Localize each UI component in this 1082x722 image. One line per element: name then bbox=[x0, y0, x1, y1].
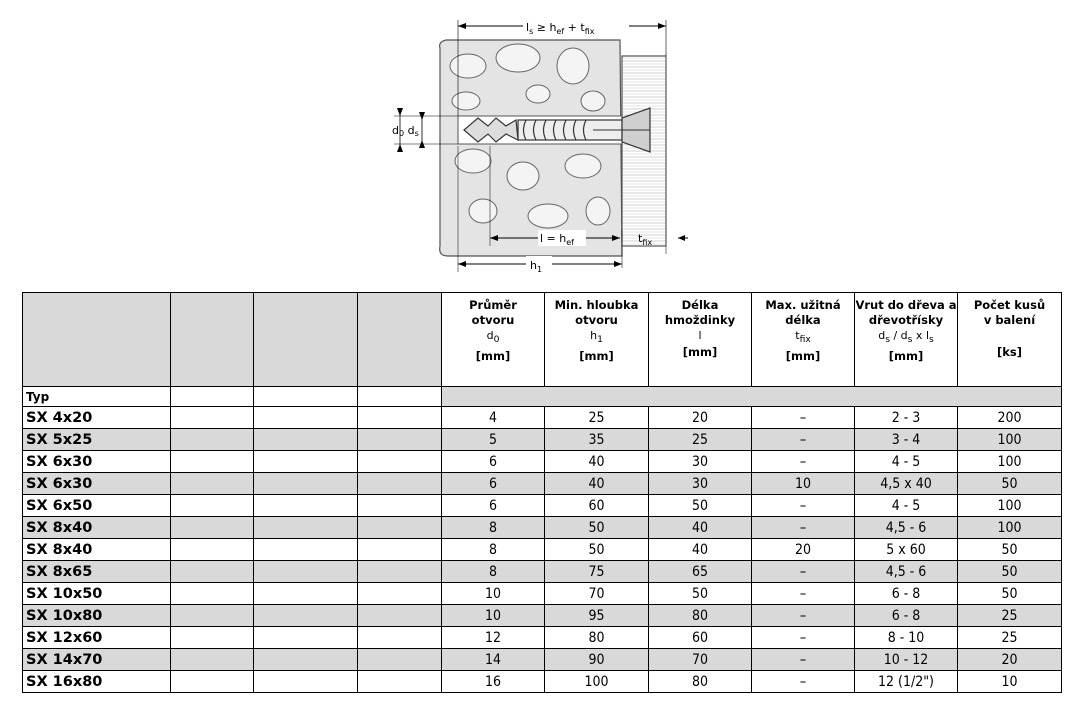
cell-h1: 50 bbox=[545, 517, 649, 539]
blank-cell bbox=[358, 627, 442, 649]
blank-cell bbox=[254, 451, 358, 473]
cell-h1: 60 bbox=[545, 495, 649, 517]
cell-screw: 4 - 5 bbox=[855, 495, 958, 517]
blank-cell bbox=[171, 407, 254, 429]
blank-cell bbox=[254, 539, 358, 561]
cell-tfix: – bbox=[752, 451, 855, 473]
product-type: SX 10x80 bbox=[23, 605, 171, 627]
blank-cell bbox=[254, 605, 358, 627]
table-row bbox=[23, 671, 1062, 693]
cell-d0: 5 bbox=[442, 429, 545, 451]
cell-h1: 35 bbox=[545, 429, 649, 451]
cell-pcs: 25 bbox=[958, 627, 1062, 649]
fixture-wood bbox=[622, 56, 666, 246]
blank-cell bbox=[254, 473, 358, 495]
table-row bbox=[23, 627, 1062, 649]
header-title-line: hmoždinky bbox=[664, 313, 736, 327]
blank-cell bbox=[254, 627, 358, 649]
cell-l: 80 bbox=[649, 671, 752, 693]
cell-screw: 10 - 12 bbox=[855, 649, 958, 671]
blank-cell bbox=[171, 583, 254, 605]
table-row bbox=[23, 517, 1062, 539]
cell-screw: 4,5 - 6 bbox=[855, 561, 958, 583]
header-title-line: Průměr bbox=[469, 298, 517, 312]
cell-tfix: – bbox=[752, 671, 855, 693]
blank-cell bbox=[358, 473, 442, 495]
cell-pcs: 20 bbox=[958, 649, 1062, 671]
blank-cell bbox=[171, 671, 254, 693]
header-pieces-per-pack bbox=[958, 293, 1062, 387]
blank-cell bbox=[171, 649, 254, 671]
cell-screw: 6 - 8 bbox=[855, 605, 958, 627]
cell-screw: 3 - 4 bbox=[855, 429, 958, 451]
cell-l: 20 bbox=[649, 407, 752, 429]
product-type: SX 16x80 bbox=[23, 671, 171, 693]
header-blank-cell bbox=[254, 293, 358, 387]
header-title-line: Délka bbox=[681, 298, 719, 312]
blank-cell bbox=[171, 627, 254, 649]
cell-pcs: 200 bbox=[958, 407, 1062, 429]
product-type: SX 8x65 bbox=[23, 561, 171, 583]
cell-pcs: 25 bbox=[958, 605, 1062, 627]
cell-l: 30 bbox=[649, 473, 752, 495]
product-type: SX 6x50 bbox=[23, 495, 171, 517]
cell-h1: 90 bbox=[545, 649, 649, 671]
blank-cell bbox=[171, 539, 254, 561]
blank-cell bbox=[254, 561, 358, 583]
label-h1: $h_1$ bbox=[530, 259, 543, 274]
blank-cell bbox=[358, 539, 442, 561]
cell-tfix: – bbox=[752, 583, 855, 605]
anchor-installation-diagram bbox=[388, 6, 708, 278]
cell-screw: 4,5 - 6 bbox=[855, 517, 958, 539]
cell-tfix: 20 bbox=[752, 539, 855, 561]
cell-tfix: – bbox=[752, 561, 855, 583]
cell-l: 40 bbox=[649, 539, 752, 561]
cell-pcs: 50 bbox=[958, 561, 1062, 583]
cell-h1: 50 bbox=[545, 539, 649, 561]
blank-cell bbox=[254, 429, 358, 451]
blank-cell bbox=[358, 495, 442, 517]
cell-h1: 40 bbox=[545, 473, 649, 495]
blank-cell bbox=[358, 649, 442, 671]
cell-d0: 16 bbox=[442, 671, 545, 693]
blank-cell bbox=[171, 473, 254, 495]
product-type: SX 8x40 bbox=[23, 517, 171, 539]
cell-d0: 14 bbox=[442, 649, 545, 671]
header-unit: [ks] bbox=[996, 345, 1022, 359]
blank-cell bbox=[358, 407, 442, 429]
cell-screw: 4 - 5 bbox=[855, 451, 958, 473]
product-type: SX 10x50 bbox=[23, 583, 171, 605]
type-blank-cell bbox=[171, 387, 254, 407]
header-unit: [mm] bbox=[785, 349, 821, 364]
header-unit: [mm] bbox=[682, 345, 718, 359]
cell-d0: 4 bbox=[442, 407, 545, 429]
cell-l: 60 bbox=[649, 627, 752, 649]
product-type: SX 6x30 bbox=[23, 473, 171, 495]
table-row bbox=[23, 539, 1062, 561]
type-blank-cell bbox=[358, 387, 442, 407]
blank-cell bbox=[254, 583, 358, 605]
table-row bbox=[23, 473, 1062, 495]
blank-cell bbox=[171, 561, 254, 583]
cell-l: 50 bbox=[649, 583, 752, 605]
cell-tfix: – bbox=[752, 517, 855, 539]
cell-screw: 12 (1/2") bbox=[855, 671, 958, 693]
cell-l: 25 bbox=[649, 429, 752, 451]
cell-h1: 75 bbox=[545, 561, 649, 583]
header-title-line: Min. hloubka bbox=[554, 298, 639, 312]
blank-cell bbox=[254, 517, 358, 539]
blank-cell bbox=[358, 583, 442, 605]
header-row bbox=[23, 293, 1062, 387]
cell-d0: 6 bbox=[442, 451, 545, 473]
header-unit: [mm] bbox=[579, 349, 614, 364]
header-symbol bbox=[958, 328, 1061, 343]
product-type: SX 5x25 bbox=[23, 429, 171, 451]
blank-cell bbox=[358, 605, 442, 627]
header-hole-diameter bbox=[442, 293, 545, 387]
cell-d0: 8 bbox=[442, 539, 545, 561]
cell-tfix: – bbox=[752, 495, 855, 517]
blank-cell bbox=[171, 517, 254, 539]
table-row bbox=[23, 495, 1062, 517]
cell-h1: 70 bbox=[545, 583, 649, 605]
cell-pcs: 100 bbox=[958, 429, 1062, 451]
cell-d0: 12 bbox=[442, 627, 545, 649]
header-title-line: otvoru bbox=[575, 313, 618, 327]
header-title-line: Max. užitná bbox=[765, 298, 841, 312]
cell-tfix: – bbox=[752, 605, 855, 627]
blank-cell bbox=[254, 495, 358, 517]
header-dowel-length bbox=[649, 293, 752, 387]
header-title-line: dřevotřísky bbox=[868, 313, 944, 327]
header-unit: [mm] bbox=[888, 349, 924, 364]
label-tfix: $t_{fix}$ bbox=[638, 232, 653, 247]
blank-cell bbox=[358, 429, 442, 451]
product-type: SX 12x60 bbox=[23, 627, 171, 649]
type-blank-cell bbox=[254, 387, 358, 407]
header-symbol: $h_1$ bbox=[590, 329, 603, 346]
table-row bbox=[23, 649, 1062, 671]
cell-tfix: – bbox=[752, 429, 855, 451]
header-title-line: v balení bbox=[983, 313, 1036, 327]
header-symbol: $d_s / d_s$ x $l_s$ bbox=[878, 329, 934, 346]
blank-cell bbox=[358, 561, 442, 583]
header-symbol: l bbox=[698, 329, 702, 342]
cell-h1: 95 bbox=[545, 605, 649, 627]
cell-l: 50 bbox=[649, 495, 752, 517]
blank-cell bbox=[254, 407, 358, 429]
product-type: SX 8x40 bbox=[23, 539, 171, 561]
cell-tfix: – bbox=[752, 649, 855, 671]
cell-h1: 40 bbox=[545, 451, 649, 473]
cell-screw: 6 - 8 bbox=[855, 583, 958, 605]
cell-tfix: – bbox=[752, 627, 855, 649]
table-row bbox=[23, 451, 1062, 473]
type-label-row bbox=[23, 387, 1062, 407]
blank-cell bbox=[254, 649, 358, 671]
cell-l: 30 bbox=[649, 451, 752, 473]
cell-h1: 100 bbox=[545, 671, 649, 693]
header-blank-cell bbox=[171, 293, 254, 387]
blank-cell bbox=[358, 451, 442, 473]
blank-cell bbox=[358, 671, 442, 693]
blank-cell bbox=[171, 605, 254, 627]
cell-pcs: 50 bbox=[958, 583, 1062, 605]
header-blank-cell bbox=[23, 293, 171, 387]
cell-l: 65 bbox=[649, 561, 752, 583]
label-ls: $l_s \ge h_{ef} + t_{fix}$ bbox=[526, 21, 595, 36]
table-row bbox=[23, 561, 1062, 583]
cell-pcs: 50 bbox=[958, 473, 1062, 495]
blank-cell bbox=[254, 671, 358, 693]
type-span-cell bbox=[442, 387, 1062, 407]
label-d0-ds: d0 ds bbox=[392, 124, 419, 138]
blank-cell bbox=[358, 517, 442, 539]
product-type: SX 4x20 bbox=[23, 407, 171, 429]
cell-tfix: – bbox=[752, 407, 855, 429]
table-row bbox=[23, 583, 1062, 605]
blank-cell bbox=[171, 429, 254, 451]
blank-cell bbox=[171, 495, 254, 517]
header-blank-cell bbox=[358, 293, 442, 387]
header-title-line: otvoru bbox=[471, 313, 515, 327]
cell-pcs: 100 bbox=[958, 517, 1062, 539]
table-row bbox=[23, 605, 1062, 627]
header-min-hole-depth bbox=[545, 293, 649, 387]
cell-screw: 2 - 3 bbox=[855, 407, 958, 429]
product-type: SX 6x30 bbox=[23, 451, 171, 473]
header-symbol: $d_0$ bbox=[486, 329, 500, 346]
cell-d0: 8 bbox=[442, 517, 545, 539]
cell-pcs: 50 bbox=[958, 539, 1062, 561]
cell-tfix: 10 bbox=[752, 473, 855, 495]
header-title-line: Vrut do dřeva a bbox=[855, 298, 957, 312]
cell-h1: 80 bbox=[545, 627, 649, 649]
type-label: Typ bbox=[23, 387, 171, 407]
product-type: SX 14x70 bbox=[23, 649, 171, 671]
header-symbol: $t_{fix}$ bbox=[795, 329, 811, 346]
cell-d0: 8 bbox=[442, 561, 545, 583]
header-unit: [mm] bbox=[475, 349, 511, 364]
header-title-line: Počet kusů bbox=[973, 298, 1046, 312]
table-row bbox=[23, 407, 1062, 429]
cell-l: 70 bbox=[649, 649, 752, 671]
header-wood-screw bbox=[855, 293, 958, 387]
cell-pcs: 100 bbox=[958, 451, 1062, 473]
specification-table bbox=[22, 292, 1062, 693]
table-row bbox=[23, 429, 1062, 451]
cell-pcs: 100 bbox=[958, 495, 1062, 517]
blank-cell bbox=[171, 451, 254, 473]
header-max-usable-length bbox=[752, 293, 855, 387]
cell-d0: 6 bbox=[442, 473, 545, 495]
label-l-hef: $l = h_{ef}$ bbox=[540, 232, 574, 247]
cell-d0: 10 bbox=[442, 605, 545, 627]
cell-screw: 8 - 10 bbox=[855, 627, 958, 649]
cell-screw: 5 x 60 bbox=[855, 539, 958, 561]
header-title-line: délka bbox=[785, 313, 821, 327]
cell-d0: 10 bbox=[442, 583, 545, 605]
cell-pcs: 10 bbox=[958, 671, 1062, 693]
cell-h1: 25 bbox=[545, 407, 649, 429]
cell-l: 80 bbox=[649, 605, 752, 627]
cell-d0: 6 bbox=[442, 495, 545, 517]
cell-l: 40 bbox=[649, 517, 752, 539]
cell-screw: 4,5 x 40 bbox=[855, 473, 958, 495]
